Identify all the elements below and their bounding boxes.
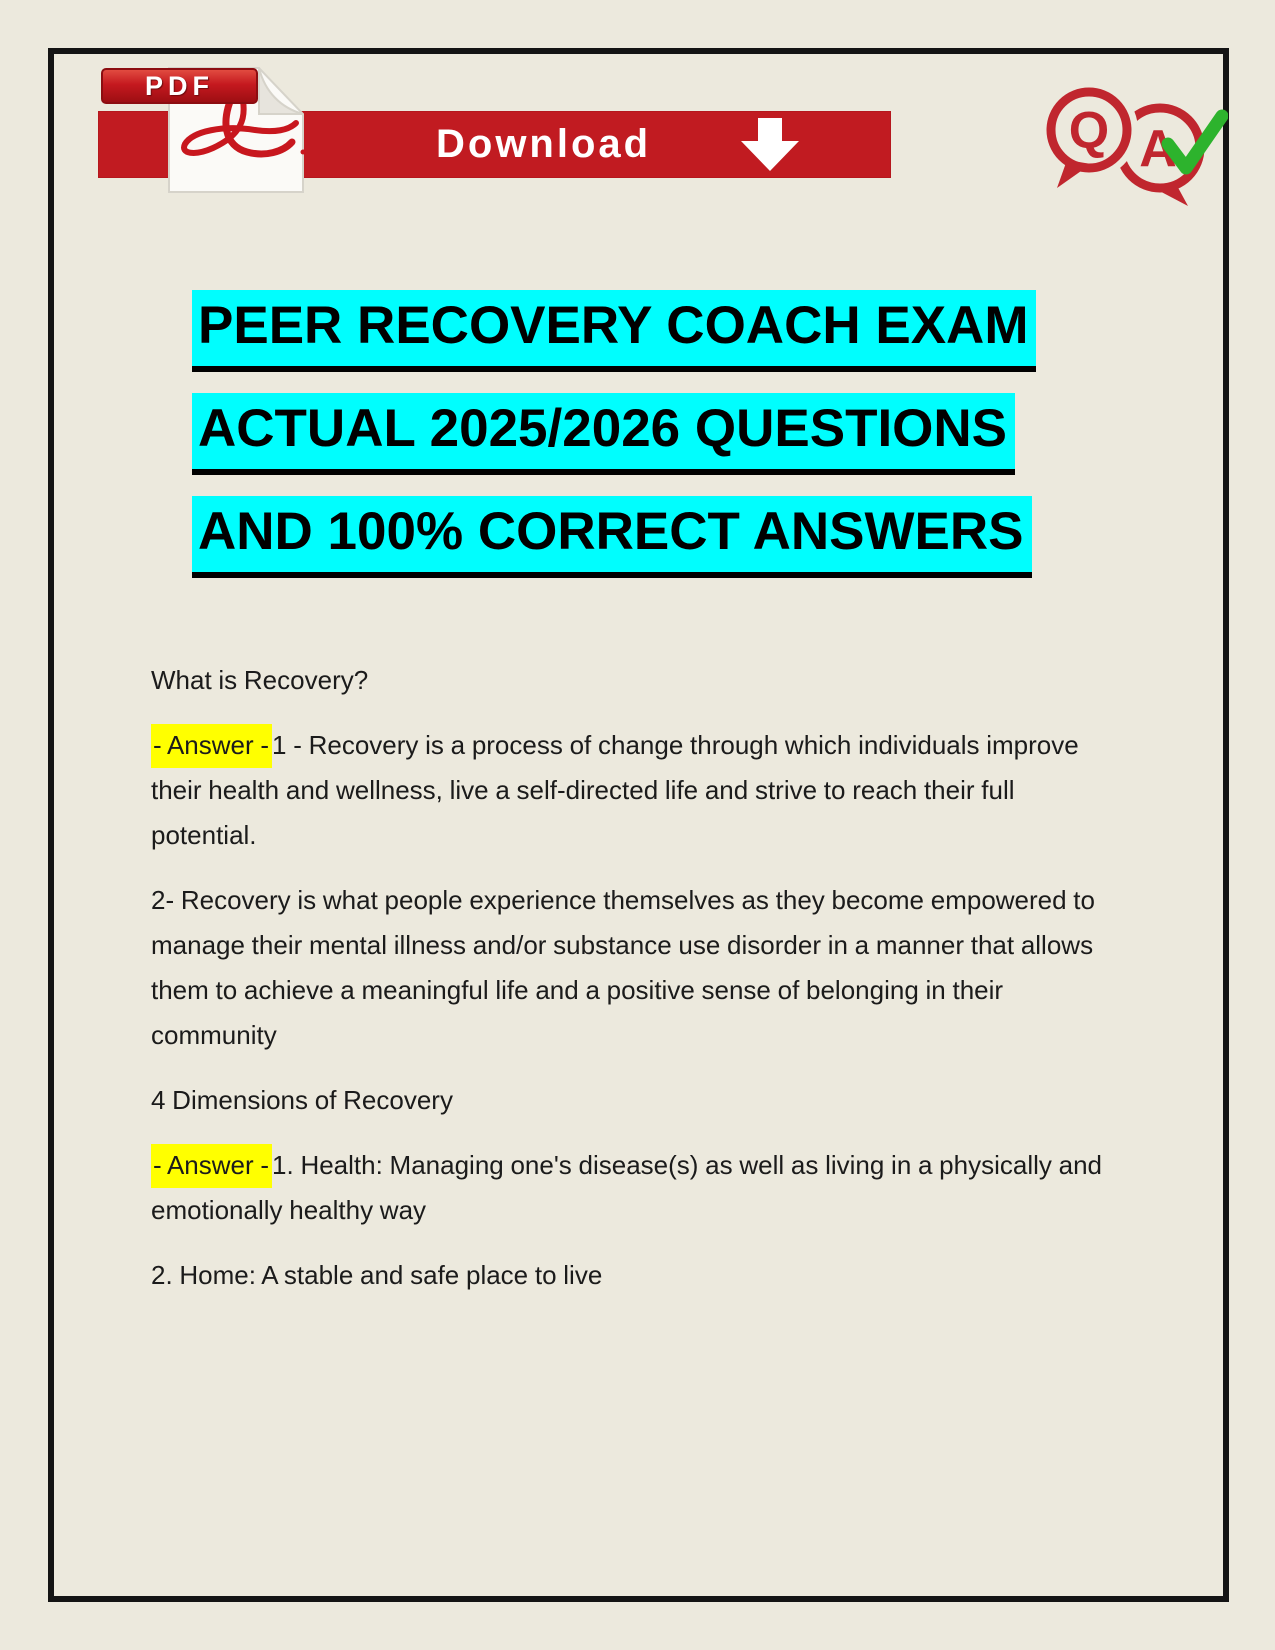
qa-content — [151, 658, 1103, 1318]
question-text: What is Recovery? — [151, 665, 369, 695]
a-letter: A — [1139, 120, 1177, 178]
question-text: 4 Dimensions of Recovery — [151, 1085, 453, 1115]
answer-label: - Answer - — [151, 1144, 272, 1188]
exam-title — [192, 290, 1092, 599]
exam-title-line-1: PEER RECOVERY COACH EXAM — [192, 290, 1036, 372]
pdf-badge[interactable] — [101, 68, 258, 104]
download-arrow-icon[interactable] — [739, 118, 801, 172]
answer-text: 1. Health: Managing one's disease(s) as well as living in a physically and emotionally healthy way — [151, 1150, 1102, 1225]
answer-extra-paragraph: 2. Home: A stable and safe place to live — [151, 1260, 603, 1290]
answer-label: - Answer - — [151, 724, 272, 768]
exam-title-line-2: ACTUAL 2025/2026 QUESTIONS — [192, 393, 1015, 475]
q-letter: Q — [1068, 102, 1110, 160]
answer-text: 1 - Recovery is a process of change through which individuals improve their health and wellness, live a self-directed life and strive to reach their full potential. — [151, 730, 1079, 850]
answer-paragraph — [151, 1143, 1103, 1233]
download-label[interactable]: Download — [436, 122, 652, 166]
pdf-badge-label: PDF — [145, 70, 214, 101]
answer-extra-paragraph: 2- Recovery is what people experience themselves as they become empowered to manage their mental illness and/or substance use disorder in a manner that allows them to achieve a meaningful life and a positive sense of belonging in their community — [151, 885, 1095, 1050]
answer-paragraph — [151, 723, 1103, 858]
document-page — [48, 48, 1229, 1602]
exam-title-line-3: AND 100% CORRECT ANSWERS — [192, 496, 1032, 578]
qa-checked-logo-icon — [1042, 76, 1228, 210]
